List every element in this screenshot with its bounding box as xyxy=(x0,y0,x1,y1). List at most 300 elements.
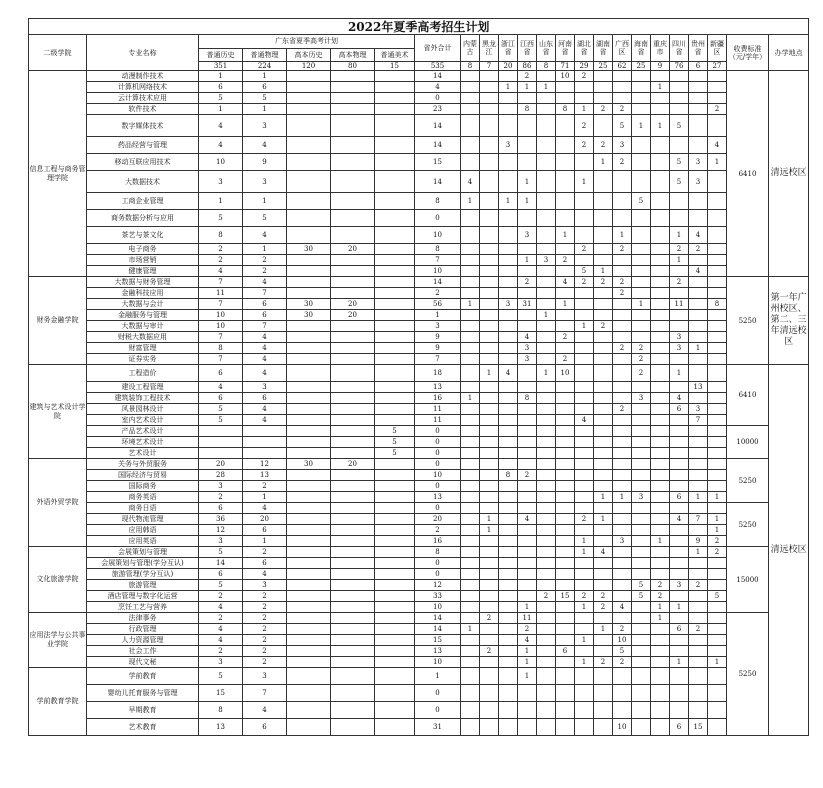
table-row xyxy=(29,137,809,154)
value-cell xyxy=(556,514,575,525)
value-cell xyxy=(575,193,594,210)
value-cell xyxy=(594,481,613,492)
value-cell xyxy=(689,459,708,470)
value-cell xyxy=(518,481,537,492)
value-cell xyxy=(331,657,375,668)
value-cell xyxy=(287,343,331,354)
value-cell xyxy=(461,685,480,702)
value-cell xyxy=(632,277,651,288)
value-cell xyxy=(613,310,632,321)
value-cell xyxy=(556,404,575,415)
value-cell xyxy=(480,137,499,154)
header-province: 新疆区 xyxy=(708,35,727,62)
value-cell xyxy=(461,288,480,299)
value-cell: 2 xyxy=(415,525,461,536)
value-cell xyxy=(613,514,632,525)
value-cell xyxy=(375,536,415,547)
value-cell: 2 xyxy=(613,104,632,115)
major-name: 酒店管理与数字化运营 xyxy=(87,591,199,602)
value-cell: 18 xyxy=(415,365,461,382)
major-name: 数字媒体技术 xyxy=(87,115,199,137)
value-cell xyxy=(480,448,499,459)
table-row xyxy=(29,343,809,354)
value-cell: 4 xyxy=(243,569,287,580)
value-cell xyxy=(651,646,670,657)
value-cell xyxy=(613,393,632,404)
value-cell: 5 xyxy=(375,426,415,437)
value-cell xyxy=(537,193,556,210)
value-cell xyxy=(499,71,518,82)
value-cell xyxy=(480,93,499,104)
value-cell xyxy=(689,310,708,321)
value-cell xyxy=(461,547,480,558)
value-cell xyxy=(708,702,727,719)
value-cell xyxy=(331,580,375,591)
value-cell xyxy=(613,558,632,569)
value-cell xyxy=(708,470,727,481)
value-cell xyxy=(331,93,375,104)
table-row xyxy=(29,210,809,227)
value-cell xyxy=(556,266,575,277)
value-cell xyxy=(708,365,727,382)
province-total: 9 xyxy=(651,62,670,71)
value-cell xyxy=(499,115,518,137)
value-cell: 14 xyxy=(415,71,461,82)
table-row xyxy=(29,514,809,525)
value-cell: 2 xyxy=(575,244,594,255)
table-row xyxy=(29,602,809,613)
value-cell xyxy=(670,321,689,332)
value-cell: 7 xyxy=(199,354,243,365)
major-name: 环境艺术设计 xyxy=(87,437,199,448)
value-cell: 12 xyxy=(415,580,461,591)
value-cell xyxy=(670,591,689,602)
value-cell xyxy=(537,613,556,624)
value-cell xyxy=(375,558,415,569)
value-cell xyxy=(287,547,331,558)
value-cell: 1 xyxy=(518,646,537,657)
major-name: 产品艺术设计 xyxy=(87,426,199,437)
value-cell xyxy=(461,426,480,437)
value-cell xyxy=(670,93,689,104)
value-cell xyxy=(708,382,727,393)
value-cell xyxy=(670,382,689,393)
header-guangdong-plan: 广东省夏季高考计划 xyxy=(199,35,415,49)
value-cell xyxy=(537,503,556,514)
value-cell xyxy=(537,470,556,481)
value-cell xyxy=(689,685,708,702)
value-cell xyxy=(537,244,556,255)
value-cell xyxy=(287,624,331,635)
value-cell xyxy=(651,154,670,171)
value-cell xyxy=(575,613,594,624)
value-cell xyxy=(375,115,415,137)
value-cell: 3 xyxy=(689,154,708,171)
value-cell xyxy=(375,244,415,255)
value-cell xyxy=(480,332,499,343)
value-cell: 2 xyxy=(480,613,499,624)
value-cell xyxy=(670,193,689,210)
college-name: 文化旅游学院 xyxy=(29,547,87,613)
value-cell: 1 xyxy=(199,193,243,210)
value-cell: 30 xyxy=(287,244,331,255)
value-cell xyxy=(613,459,632,470)
value-cell xyxy=(287,591,331,602)
value-cell: 9 xyxy=(415,332,461,343)
value-cell xyxy=(480,580,499,591)
value-cell xyxy=(199,437,243,448)
value-cell: 4 xyxy=(415,82,461,93)
value-cell: 3 xyxy=(199,657,243,668)
major-name: 大数据技术 xyxy=(87,171,199,193)
value-cell xyxy=(575,93,594,104)
value-cell: 2 xyxy=(594,602,613,613)
value-cell xyxy=(670,310,689,321)
major-name: 室内艺术设计 xyxy=(87,415,199,426)
value-cell xyxy=(461,321,480,332)
value-cell xyxy=(287,71,331,82)
value-cell: 0 xyxy=(415,558,461,569)
value-cell xyxy=(461,580,480,591)
value-cell: 1 xyxy=(537,310,556,321)
value-cell xyxy=(556,481,575,492)
value-cell xyxy=(651,657,670,668)
value-cell: 4 xyxy=(689,266,708,277)
table-row xyxy=(29,668,809,685)
value-cell xyxy=(575,393,594,404)
value-cell xyxy=(670,613,689,624)
value-cell xyxy=(556,115,575,137)
value-cell xyxy=(594,470,613,481)
value-cell xyxy=(480,685,499,702)
value-cell xyxy=(670,470,689,481)
value-cell xyxy=(556,492,575,503)
value-cell: 8 xyxy=(199,343,243,354)
value-cell: 7 xyxy=(689,415,708,426)
value-cell: 2 xyxy=(243,547,287,558)
value-cell xyxy=(556,657,575,668)
value-cell xyxy=(708,404,727,415)
value-cell xyxy=(499,171,518,193)
value-cell: 2 xyxy=(594,657,613,668)
value-cell xyxy=(708,580,727,591)
value-cell xyxy=(287,354,331,365)
value-cell xyxy=(518,137,537,154)
fee-cell: 6410 xyxy=(727,71,769,277)
value-cell: 4 xyxy=(499,365,518,382)
value-cell xyxy=(689,591,708,602)
value-cell: 10 xyxy=(415,470,461,481)
value-cell xyxy=(499,558,518,569)
value-cell xyxy=(594,646,613,657)
value-cell xyxy=(651,171,670,193)
value-cell: 1 xyxy=(461,624,480,635)
value-cell xyxy=(651,299,670,310)
value-cell xyxy=(537,547,556,558)
value-cell xyxy=(331,668,375,685)
value-cell xyxy=(480,719,499,736)
value-cell: 2 xyxy=(613,657,632,668)
header-outside-total: 省外合计 xyxy=(415,35,461,62)
value-cell xyxy=(556,210,575,227)
value-cell: 1 xyxy=(243,536,287,547)
value-cell xyxy=(499,437,518,448)
value-cell xyxy=(480,702,499,719)
value-cell: 9 xyxy=(243,154,287,171)
major-name: 健康管理 xyxy=(87,266,199,277)
value-cell xyxy=(537,299,556,310)
value-cell: 15 xyxy=(689,719,708,736)
value-cell xyxy=(708,685,727,702)
value-cell xyxy=(537,668,556,685)
value-cell xyxy=(499,227,518,244)
value-cell xyxy=(375,93,415,104)
value-cell xyxy=(594,255,613,266)
value-cell: 13 xyxy=(199,719,243,736)
value-cell xyxy=(556,536,575,547)
value-cell xyxy=(537,635,556,646)
major-name: 风景园林设计 xyxy=(87,404,199,415)
value-cell xyxy=(537,343,556,354)
value-cell xyxy=(708,415,727,426)
value-cell xyxy=(518,685,537,702)
value-cell xyxy=(575,210,594,227)
value-cell xyxy=(670,702,689,719)
value-cell xyxy=(518,448,537,459)
value-cell xyxy=(461,104,480,115)
value-cell xyxy=(331,719,375,736)
value-cell xyxy=(375,343,415,354)
gd-total: 80 xyxy=(331,62,375,71)
value-cell xyxy=(537,382,556,393)
value-cell: 6 xyxy=(670,624,689,635)
value-cell: 14 xyxy=(415,171,461,193)
value-cell xyxy=(594,685,613,702)
major-name: 金融科技应用 xyxy=(87,288,199,299)
value-cell: 5 xyxy=(375,437,415,448)
value-cell xyxy=(613,332,632,343)
value-cell xyxy=(670,137,689,154)
value-cell xyxy=(670,104,689,115)
table-row xyxy=(29,393,809,404)
value-cell xyxy=(375,266,415,277)
value-cell: 4 xyxy=(243,277,287,288)
value-cell xyxy=(632,547,651,558)
value-cell xyxy=(331,602,375,613)
value-cell xyxy=(670,547,689,558)
value-cell xyxy=(518,115,537,137)
value-cell xyxy=(708,613,727,624)
value-cell xyxy=(651,310,670,321)
value-cell xyxy=(632,137,651,154)
value-cell: 4 xyxy=(670,393,689,404)
value-cell xyxy=(689,569,708,580)
value-cell: 0 xyxy=(415,702,461,719)
value-cell xyxy=(670,437,689,448)
value-cell xyxy=(375,310,415,321)
value-cell: 1 xyxy=(415,668,461,685)
value-cell xyxy=(287,404,331,415)
college-name: 外语外贸学院 xyxy=(29,459,87,547)
fee-cell: 5250 xyxy=(727,459,769,503)
value-cell xyxy=(375,104,415,115)
value-cell: 5 xyxy=(199,668,243,685)
value-cell xyxy=(575,459,594,470)
value-cell xyxy=(287,558,331,569)
value-cell xyxy=(480,393,499,404)
value-cell xyxy=(499,415,518,426)
value-cell xyxy=(375,503,415,514)
table-row xyxy=(29,354,809,365)
value-cell: 30 xyxy=(287,299,331,310)
value-cell xyxy=(480,71,499,82)
value-cell xyxy=(708,393,727,404)
value-cell xyxy=(689,503,708,514)
value-cell xyxy=(480,382,499,393)
value-cell xyxy=(556,668,575,685)
value-cell: 1 xyxy=(556,227,575,244)
value-cell xyxy=(575,426,594,437)
value-cell xyxy=(708,277,727,288)
value-cell: 10 xyxy=(199,321,243,332)
major-name: 法律事务 xyxy=(87,613,199,624)
value-cell: 3 xyxy=(670,332,689,343)
province-total: 86 xyxy=(518,62,537,71)
header-major: 专业名称 xyxy=(87,35,199,71)
value-cell xyxy=(287,481,331,492)
major-name: 旅游管理 xyxy=(87,580,199,591)
value-cell: 3 xyxy=(537,255,556,266)
value-cell: 1 xyxy=(518,193,537,210)
value-cell xyxy=(613,365,632,382)
value-cell xyxy=(575,702,594,719)
value-cell xyxy=(613,171,632,193)
value-cell xyxy=(594,365,613,382)
value-cell: 8 xyxy=(518,393,537,404)
value-cell xyxy=(594,332,613,343)
value-cell xyxy=(632,685,651,702)
value-cell: 20 xyxy=(199,459,243,470)
fee-cell: 5250 xyxy=(727,277,769,365)
value-cell xyxy=(331,393,375,404)
value-cell xyxy=(287,171,331,193)
table-row xyxy=(29,365,809,382)
table-row xyxy=(29,193,809,210)
value-cell xyxy=(632,525,651,536)
value-cell xyxy=(537,266,556,277)
value-cell xyxy=(708,171,727,193)
header-gd-col: 普通物理 xyxy=(243,48,287,62)
value-cell: 2 xyxy=(518,470,537,481)
value-cell xyxy=(708,255,727,266)
value-cell: 16 xyxy=(415,393,461,404)
value-cell xyxy=(575,82,594,93)
table-row xyxy=(29,580,809,591)
value-cell: 1 xyxy=(518,255,537,266)
value-cell xyxy=(518,266,537,277)
table-row xyxy=(29,71,809,82)
gd-total: 351 xyxy=(199,62,243,71)
value-cell xyxy=(537,624,556,635)
value-cell xyxy=(287,415,331,426)
header-province: 江西省 xyxy=(518,35,537,62)
value-cell xyxy=(594,210,613,227)
value-cell xyxy=(518,93,537,104)
value-cell xyxy=(287,137,331,154)
value-cell xyxy=(651,426,670,437)
value-cell xyxy=(575,404,594,415)
value-cell: 30 xyxy=(287,459,331,470)
value-cell: 2 xyxy=(480,646,499,657)
value-cell: 0 xyxy=(415,448,461,459)
value-cell xyxy=(461,266,480,277)
value-cell: 4 xyxy=(243,332,287,343)
value-cell: 3 xyxy=(243,171,287,193)
value-cell xyxy=(594,299,613,310)
value-cell xyxy=(537,657,556,668)
value-cell xyxy=(537,536,556,547)
value-cell: 2 xyxy=(632,354,651,365)
value-cell xyxy=(575,382,594,393)
value-cell: 1 xyxy=(518,657,537,668)
value-cell xyxy=(287,580,331,591)
value-cell: 8 xyxy=(415,193,461,210)
value-cell xyxy=(480,343,499,354)
value-cell xyxy=(594,415,613,426)
value-cell xyxy=(670,71,689,82)
value-cell xyxy=(670,635,689,646)
value-cell xyxy=(613,82,632,93)
value-cell xyxy=(689,481,708,492)
value-cell xyxy=(708,93,727,104)
value-cell xyxy=(689,210,708,227)
value-cell xyxy=(375,685,415,702)
value-cell xyxy=(331,171,375,193)
value-cell: 1 xyxy=(243,71,287,82)
header-province: 贵州省 xyxy=(689,35,708,62)
value-cell xyxy=(670,558,689,569)
value-cell: 2 xyxy=(556,255,575,266)
table-row xyxy=(29,635,809,646)
value-cell xyxy=(670,288,689,299)
value-cell xyxy=(651,685,670,702)
value-cell: 4 xyxy=(199,266,243,277)
value-cell xyxy=(480,459,499,470)
value-cell xyxy=(499,624,518,635)
value-cell xyxy=(651,525,670,536)
value-cell xyxy=(689,255,708,266)
value-cell xyxy=(613,354,632,365)
value-cell xyxy=(375,393,415,404)
value-cell xyxy=(632,171,651,193)
value-cell: 0 xyxy=(415,459,461,470)
value-cell xyxy=(575,354,594,365)
value-cell xyxy=(632,514,651,525)
value-cell xyxy=(518,547,537,558)
value-cell: 12 xyxy=(199,525,243,536)
value-cell xyxy=(670,354,689,365)
value-cell xyxy=(480,244,499,255)
value-cell: 3 xyxy=(199,171,243,193)
value-cell xyxy=(556,343,575,354)
major-name: 云计算技术应用 xyxy=(87,93,199,104)
value-cell xyxy=(575,154,594,171)
value-cell xyxy=(480,115,499,137)
value-cell xyxy=(689,299,708,310)
value-cell xyxy=(461,82,480,93)
value-cell: 4 xyxy=(518,514,537,525)
value-cell: 4 xyxy=(243,415,287,426)
